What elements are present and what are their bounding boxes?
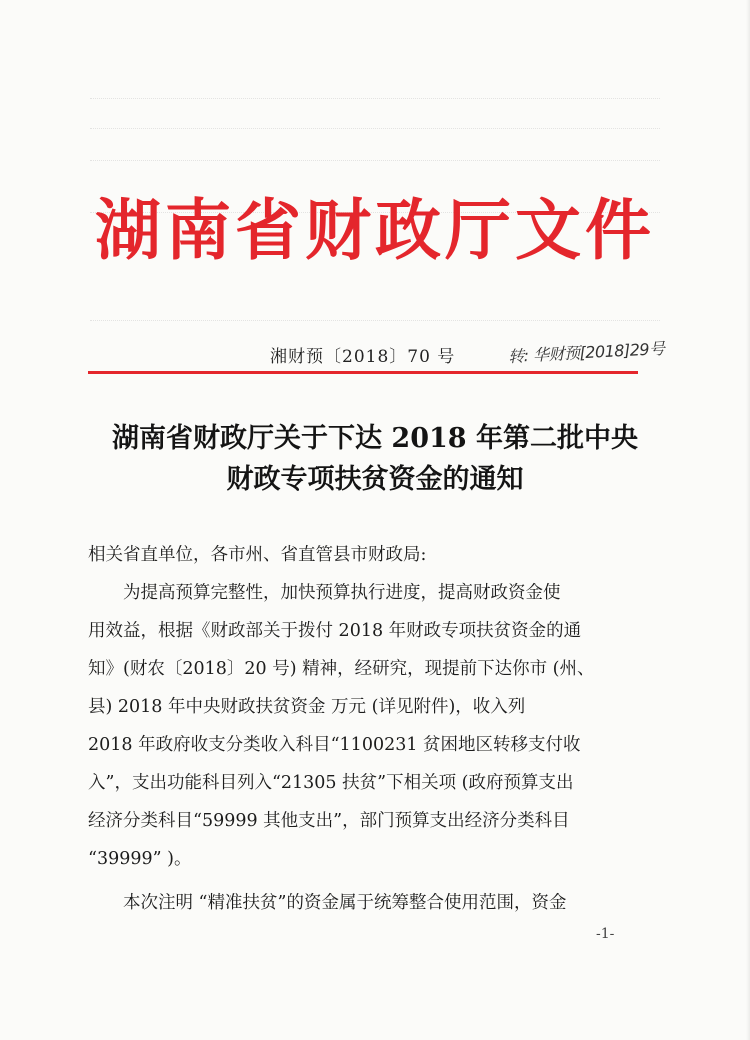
body-line: 经济分类科目“59999 其他支出”，部门预算支出经济分类科目	[88, 811, 570, 831]
notice-title	[0, 418, 750, 500]
handwritten-annotation: 转: 华财预[2018]29号	[507, 338, 665, 367]
notice-title-line-2: 财政专项扶贫资金的通知	[226, 464, 524, 495]
body-line: “39999” )。	[88, 849, 192, 869]
body-line: 为提高预算完整性，加快预算执行进度，提高财政资金使	[123, 583, 561, 603]
bleed-through-line	[90, 98, 660, 109]
scan-edge-shadow	[746, 0, 750, 1040]
notice-title-line-1: 湖南省财政厅关于下达 2018 年第二批中央	[112, 423, 638, 454]
bleed-through-line	[90, 320, 660, 331]
document-number: 湘财预〔2018〕70 号	[270, 347, 456, 367]
body-line: 县) 2018 年中央财政扶贫资金 万元 (详见附件)，收入列	[88, 697, 526, 717]
body-line: 2018 年政府收支分类收入科目“1100231 贫困地区转移支付收	[88, 735, 581, 755]
page-number: -1-	[596, 926, 615, 942]
bleed-through-line	[90, 128, 660, 139]
document-header-title: 湖南省财政厅文件	[95, 192, 655, 269]
body-line: 入”，支出功能科目列入“21305 扶贫”下相关项 (政府预算支出	[88, 773, 574, 793]
bleed-through-line	[90, 160, 660, 171]
body-line: 用效益，根据《财政部关于拨付 2018 年财政专项扶贫资金的通	[88, 621, 582, 641]
red-divider-line	[88, 371, 638, 374]
body-line: 知》(财农〔2018〕20 号) 精神，经研究，现提前下达你市 (州、	[88, 659, 595, 679]
salutation: 相关省直单位，各市州、省直管县市财政局:	[88, 545, 427, 565]
notice-body	[88, 536, 648, 922]
body-line: 本次注明 “精准扶贫”的资金属于统筹整合使用范围，资金	[123, 893, 567, 913]
